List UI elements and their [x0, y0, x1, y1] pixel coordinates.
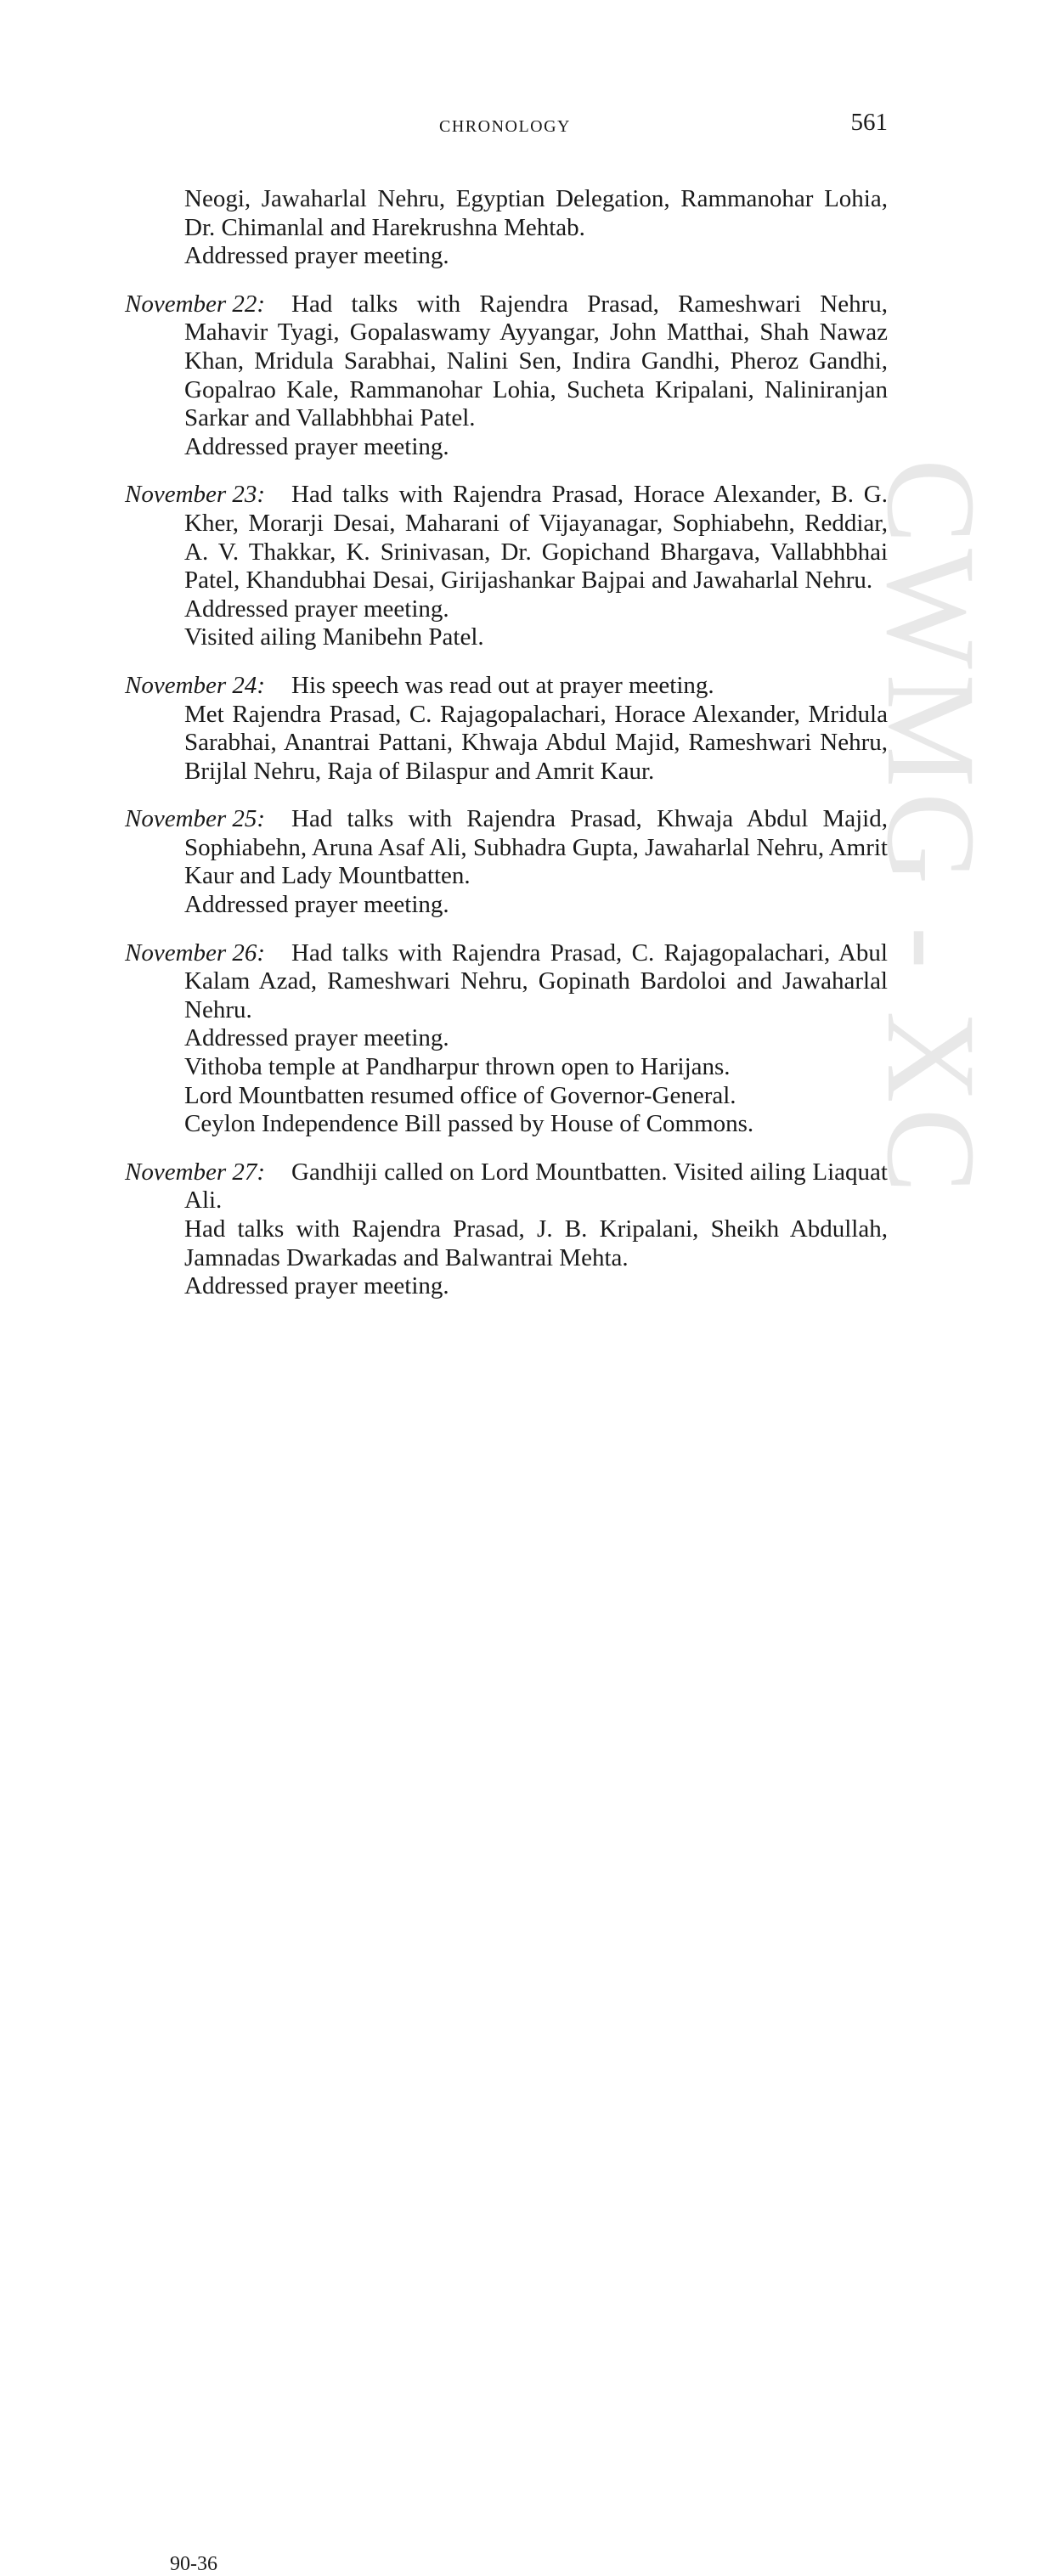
continuation-entry — [125, 185, 888, 271]
entry-line: Ceylon Independence Bill passed by House of Commons. — [184, 1110, 754, 1138]
entry-line: Gandhiji called on Lord Mountbatten. Visited ailing Liaquat Ali. — [184, 1158, 888, 1215]
entry-date: November 26: — [125, 939, 266, 967]
signature-mark: 90-36 — [170, 2552, 217, 2575]
chronology-entry-nov-23 — [125, 481, 888, 652]
entry-line: Addressed prayer meeting. — [184, 891, 449, 919]
entry-date: November 24: — [125, 671, 266, 699]
chronology-entry-nov-24 — [125, 672, 888, 786]
entry-line: Had talks with Rajendra Prasad, C. Rajagopalachari, Abul Kalam Azad, Rameshwari Nehru, Gopinath Bardoloi and Jawaharlal Nehru. — [184, 939, 888, 1023]
entry-date: November 23: — [125, 481, 266, 509]
entry-line: Had talks with Rajendra Prasad, J. B. Kripalani, Sheikh Abdullah, Jamnadas Dwarkadas and Balwantrai Mehta. — [184, 1215, 888, 1271]
entry-line: Neogi, Jawaharlal Nehru, Egyptian Delegation, Rammanohar Lohia, Dr. Chimanlal and Harekrushna Mehtab. — [184, 185, 888, 241]
entry-line: Addressed prayer meeting. — [184, 1024, 449, 1052]
watermark: CWMG - XC — [861, 459, 1002, 1198]
entry-date: November 25: — [125, 805, 266, 833]
entry-line: Had talks with Rajendra Prasad, Khwaja Abdul Majid, Sophiabehn, Aruna Asaf Ali, Subhadra Gupta, Jawaharlal Nehru, Amrit Kaur and Lady Mountbatten. — [184, 805, 888, 890]
entry-line: Vithoba temple at Pandharpur thrown open to Harijans. — [184, 1053, 731, 1081]
entry-date: November 22: — [125, 290, 266, 318]
entry-line: Addressed prayer meeting. — [184, 595, 449, 623]
entry-line: Met Rajendra Prasad, C. Rajagopalachari, Horace Alexander, Mridula Sarabhai, Anantrai Pattani, Khwaja Abdul Majid, Rameshwari Nehru, Brijlal Nehru, Raja of Bilaspur and Amrit Kaur. — [184, 700, 888, 785]
entry-line: Visited ailing Manibehn Patel. — [184, 623, 484, 651]
chronology-entry-nov-25 — [125, 805, 888, 919]
page-header — [125, 109, 888, 143]
entry-line: Had talks with Rajendra Prasad, Horace Alexander, B. G. Kher, Morarji Desai, Maharani of Vijayanagar, Sophiabehn, Reddiar, A. V. Thakkar, K. Srinivasan, Dr. Gopichand Bhargava, Vallabhbhai Patel, Khandubhai Desai, Girijashankar Bajpai and Jawaharlal Nehru. — [184, 481, 888, 595]
chronology-body — [125, 185, 888, 1301]
entry-date: November 27: — [125, 1158, 266, 1186]
entry-line: Lord Mountbatten resumed office of Governor-General. — [184, 1081, 736, 1109]
running-head: CHRONOLOGY — [439, 117, 571, 136]
chronology-entry-nov-22 — [125, 290, 888, 462]
entry-line: Had talks with Rajendra Prasad, Rameshwari Nehru, Mahavir Tyagi, Gopalaswamy Ayyangar, John Matthai, Shah Nawaz Khan, Mridula Sarabhai, Nalini Sen, Indira Gandhi, Pheroz Gandhi, Gopalrao Kale, Rammanohar Lohia, Sucheta Kripalani, Naliniranjan Sarkar and Vallabhbhai Patel. — [184, 290, 888, 432]
chronology-entry-nov-27 — [125, 1158, 888, 1301]
entry-line: Addressed prayer meeting. — [184, 242, 449, 270]
entry-line: Addressed prayer meeting. — [184, 432, 449, 460]
entry-line: Addressed prayer meeting. — [184, 1272, 449, 1300]
chronology-entry-nov-26 — [125, 939, 888, 1139]
page-number: 561 — [850, 109, 888, 136]
entry-line: His speech was read out at prayer meeting. — [291, 671, 714, 699]
